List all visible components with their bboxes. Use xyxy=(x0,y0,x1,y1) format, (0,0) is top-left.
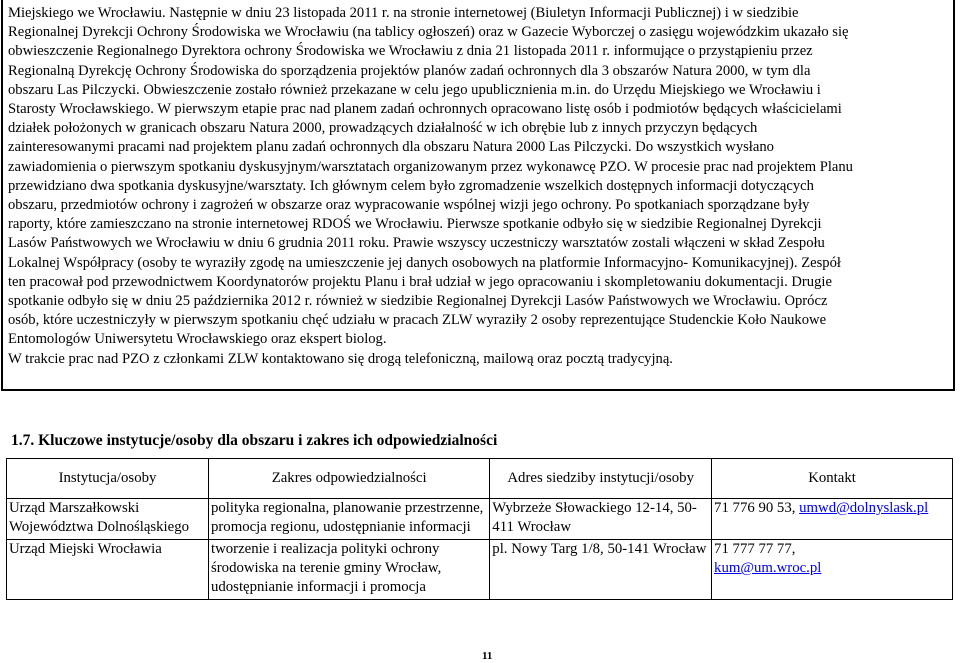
paragraph-line: Starosty Wrocławskiego. W pierwszym etapie prac nad planem zadań ochronnych opracowano listę osób i podmiotów będących właścicielami xyxy=(8,101,842,118)
cell-institution: Urząd Miejski Wrocławia xyxy=(7,540,209,600)
paragraph-line: osób, które uczestniczyły w pierwszym spotkaniu chęć udziału w pracach ZLW wyraziły 2 osoby reprezentujące Studenckie Koło Naukowe xyxy=(8,312,827,329)
institutions-table xyxy=(6,458,953,600)
contact-phone: 71 776 90 53, xyxy=(714,500,796,516)
paragraph-line: zawiadomienia o pierwszym spotkaniu dyskusyjnym/warsztatach organizowanym przez wykonawcę PZO. W procesie prac nad projektem Planu xyxy=(8,158,853,175)
contact-phone: 71 777 77 77, xyxy=(714,541,796,557)
header-institution: Instytucja/osoby xyxy=(7,459,209,499)
header-scope: Zakres odpowiedzialności xyxy=(208,459,489,499)
cell-scope: polityka regionalna, planowanie przestrzenne, promocja regionu, udostępnianie informacji xyxy=(208,499,489,540)
paragraph-line: Entomologów Uniwersytetu Wrocławskiego oraz ekspert biolog. xyxy=(8,331,387,348)
table-row xyxy=(7,540,953,600)
email-link[interactable]: umwd@dolnyslask.pl xyxy=(799,500,929,516)
paragraph-line: Regionalnej Dyrekcji Ochrony Środowiska we Wrocławiu (na tablicy ogłoszeń) oraz w Gazecie Wyborczej o zasięgu wojewódzkim ukazało się xyxy=(8,24,849,41)
cell-scope: tworzenie i realizacja polityki ochrony środowiska na terenie gminy Wrocław, udostępnianie informacji i promocja xyxy=(208,540,489,600)
paragraph-line: ten pracował pod przewodnictwem Koordynatorów projektu Planu i brał udział w jego opracowaniu i skompletowaniu dokumentacji. Drugie xyxy=(8,273,832,290)
section-title: 1.7. Kluczowe instytucje/osoby dla obszaru i zakres ich odpowiedzialności xyxy=(11,432,498,449)
paragraph-line: W trakcie prac nad PZO z członkami ZLW kontaktowano się drogą telefoniczną, mailową oraz pocztą tradycyjną. xyxy=(8,350,673,367)
cell-address: pl. Nowy Targ 1/8, 50-141 Wrocław xyxy=(490,540,712,600)
paragraph-line: obszaru Las Pilczycki. Obwieszczenie zostało również przekazane w celu jego upublicznienia m.in. do Urzędu Miejskiego we Wrocławiu i xyxy=(8,81,821,98)
cell-institution: Urząd Marszałkowski Województwa Dolnośląskiego xyxy=(7,499,209,540)
cell-contact xyxy=(712,499,953,540)
paragraph-line: zainteresowanymi pracami nad projektem planu zadań ochronnych dla obszaru Natura 2000 Las Pilczycki. Do wszystkich wysłano xyxy=(8,139,774,156)
paragraph-line: obszaru, przedmiotów ochrony i zagrożeń w obszarze oraz wypracowanie wspólnej wizji jego ochrony. Po spotkaniach sporządzane były xyxy=(8,197,810,214)
table-row xyxy=(7,499,953,540)
email-link[interactable]: kum@um.wroc.pl xyxy=(714,560,822,576)
paragraph-line: raporty, które zamieszczano na stronie internetowej RDOŚ we Wrocławiu. Pierwsze spotkanie odbyło się w siedzibie Regionalnej Dyrekcji xyxy=(8,216,822,233)
paragraph-line: spotkanie odbyło się w dniu 25 października 2012 r. również w siedzibie Regionalnej Dyrekcji Lasów Państwowych we Wrocławiu. Oprócz xyxy=(8,293,828,310)
paragraph-line: Lasów Państwowych we Wrocławiu w dniu 6 grudnia 2011 roku. Prawie wszyscy uczestniczy warsztatów zostali włączeni w skład Zespołu xyxy=(8,235,825,252)
header-contact: Kontakt xyxy=(712,459,953,499)
cell-address: Wybrzeże Słowackiego 12-14, 50-411 Wrocław xyxy=(490,499,712,540)
description-paragraph xyxy=(8,4,950,369)
paragraph-line: obwieszczenie Regionalnego Dyrektora ochrony Środowiska we Wrocławiu z dnia 21 listopada 2011 r. informujące o przystąpieniu przez xyxy=(8,43,813,60)
paragraph-line: działek położonych w granicach obszaru Natura 2000, prowadzących działalność w ich obrębie lub z innych przyczyn będących xyxy=(8,120,758,137)
paragraph-line: przewidziano dwa spotkania dyskusyjne/warsztaty. Ich głównym celem było zgromadzenie wszelkich dostępnych informacji dotyczących xyxy=(8,177,814,194)
page-number: 11 xyxy=(482,650,493,662)
paragraph-line: Lokalnej Współpracy (osoby te wyraziły zgodę na umieszczenie jej danych osobowych na platformie Informacyjno- Komunikacyjnej). Zespół xyxy=(8,254,841,271)
cell-contact xyxy=(712,540,953,600)
paragraph-line: Regionalną Dyrekcję Ochrony Środowiska do sporządzenia projektów planów zadań ochronnych dla 3 obszarów Natura 2000, w tym dla xyxy=(8,62,811,79)
table-header-row xyxy=(7,459,953,499)
header-address: Adres siedziby instytucji/osoby xyxy=(490,459,712,499)
paragraph-line: Miejskiego we Wrocławiu. Następnie w dniu 23 listopada 2011 r. na stronie internetowej (Biuletyn Informacji Publicznej) i w siedzibie xyxy=(8,5,799,21)
